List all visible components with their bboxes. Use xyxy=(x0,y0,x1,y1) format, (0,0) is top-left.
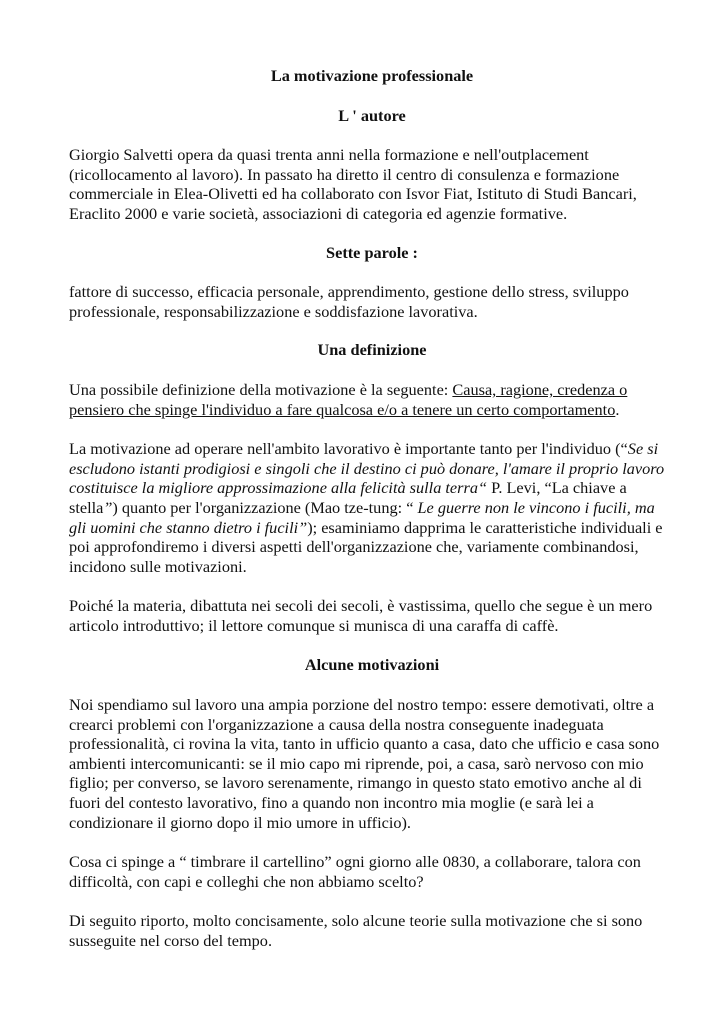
matter-paragraph: Poiché la materia, dibattuta nei secoli dei secoli, è vastissima, quello che segue è un mero articolo introduttivo; il lettore comunque si munisca di una caraffa di caffè. xyxy=(69,596,653,635)
definition-text: Causa, ragione, credenza o pensiero che spinge l'individuo a fare qualcosa e/o a tenere un certo comportamento xyxy=(69,379,628,419)
definition-intro: Una possibile definizione della motivazione è la seguente: xyxy=(69,379,453,399)
author-heading: L ' autore xyxy=(338,105,406,125)
motivation-text-a: La motivazione ad operare nell'ambito lavorativo è importante tanto per l'individuo (“ xyxy=(69,439,628,459)
document-title: La motivazione professionale xyxy=(270,66,474,85)
definition-heading: Una definizione xyxy=(317,340,427,360)
definition-end: . xyxy=(615,399,620,419)
mao-quote: Le guerre non le vincono i fucili, ma gli uomini che stanno dietro i fucili” xyxy=(69,497,655,537)
definition-paragraph xyxy=(69,380,665,419)
author-paragraph: Giorgio Salvetti opera da quasi trenta anni nella formazione e nell'outplacement (ricollocamento al lavoro). In passato ha diretto il centro di consulenza e formazione commerciale in Elea-Olivetti ed ha collaborato con Isvor Fiat, Istituto di Studi Bancari, Eraclito 2000 e varie società, associazioni di categoria ed agenzie formative. xyxy=(69,145,637,223)
closing-quote-mark: ” xyxy=(103,497,113,517)
motivations-paragraph-3: Di seguito riporto, molto concisamente, solo alcune teorie sulla motivazione che si sono susseguite nel corso del tempo. xyxy=(69,911,643,950)
motivation-paragraph xyxy=(69,439,665,576)
seven-words-heading: Sette parole : xyxy=(326,242,418,262)
motivation-text-d: ); esaminiamo dapprima le caratteristiche individuali e poi approfondiremo i diversi aspetti dell'organizzazione che, variamente combinandosi, incidono sulle motivazioni. xyxy=(69,517,663,576)
document-page xyxy=(69,66,665,951)
motivations-paragraph-1: Noi spendiamo sul lavoro una ampia porzione del nostro tempo: essere demotivati, oltre a crearci problemi con l'organizzazione a causa della nostra conseguente inadeguata professionalità, ci rovina la vita, tanto in ufficio quanto a casa, dato che ufficio e casa sono ambienti intercomunicanti: se il mio capo mi riprende, poi, a casa, sarò nervoso con mio figlio; per converso, se lavoro serenamente, rimango in questo stato emotivo anche al di fuori del contesto lavorativo, fino a quando non incontro mia moglie (e sarà lei a condizionare il giorno dopo il mio umore in ufficio). xyxy=(69,695,660,832)
motivations-paragraph-2: Cosa ci spinge a “ timbrare il cartellino” ogni giorno alle 0830, a collaborare, talora con difficoltà, con capi e colleghi che non abbiamo scelto? xyxy=(69,852,641,891)
motivation-text-b: P. Levi, “La chiave a stella xyxy=(69,478,627,517)
motivation-text-c: ) quanto per l'organizzazione (Mao tze-tung: “ xyxy=(112,497,418,517)
levi-quote: Se si escludono istanti prodigiosi e singoli che il destino ci può donare, l'amare il proprio lavoro costituisce la migliore approssimazione alla felicità sulla terra“ xyxy=(69,439,665,498)
seven-words-paragraph: fattore di successo, efficacia personale, apprendimento, gestione dello stress, sviluppo professionale, responsabilizzazione e soddisfazione lavorativa. xyxy=(69,282,629,321)
motivations-heading: Alcune motivazioni xyxy=(304,655,440,675)
